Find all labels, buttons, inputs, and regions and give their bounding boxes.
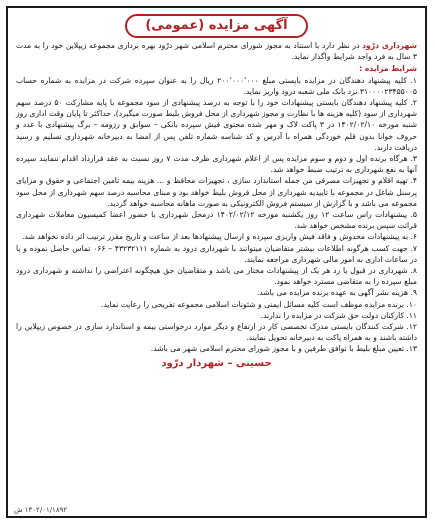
- condition-item: ۴. تهیه اقلام و تجهیزات مصرفی من جمله استاندارد سازی ، تجهیزات محافظ و ... هزینه بیمه تامین اجتماعی و حقوق و مزایای پرسنل شاغل در مجموعه با تاییدیه شهرداری از محل فروش بلیط خواهد بود و مبنای محاسبه درصد سهم شهرداری از محل سود مجموعه می باشد و با گزارش از سیستم فروش الکترونیکی به صورت ماهانه محاسبه خواهد گردید.: [16, 176, 417, 208]
- condition-item: ۶. به پیشنهادات مخدوش و فاقد فیش واریزی سپرده و ارسال پیشنهادها بعد از ساعت و تاریخ مقرر ترتیب اثر داده نخواهد شد.: [22, 232, 417, 242]
- condition-item: ۵. پیشنهادات راس ساعت ۱۲ روز یکشنبه مورخه ۱۴۰۲/۰۲/۱۲ درمحل شهرداری با حضور اعضا کمیسیون معاملات شهرداری قرائت سپس برنده مشخص خواهد شد.: [16, 210, 417, 231]
- condition-item: ۷. جهت کسب هرگونه اطلاعات بیشتر متقاضیان میتوانند با شهرداری درود به شماره ۴۳۲۳۲۱۱۱ – ۰۶۶ تماس حاصل نموده و یا در ساعات اداری به امور مالی شهرداری مراجعه نمایند.: [16, 243, 418, 264]
- condition-item: ۱۲. شرکت کنندگان بایستی مدرک تخصصی کار در ارتفاع و دیگر موارد درخواستی بیمه و استاندارد سازی در خصوص زیپلاین را داشته باشند و به همراه پاکت به دبیرخانه تحویل نمایند.: [16, 322, 417, 343]
- condition-item: ۱۰. برنده مزایده موظف است کلیه مسائل ایمنی و شئونات اسلامی مجموعه تفریحی را رعایت نماید.: [101, 299, 417, 309]
- condition-item: ۹. هزینه نشر آگهی به عهده برنده مزایده می باشد.: [256, 288, 417, 298]
- intro-paragraph: [16, 40, 417, 62]
- condition-item: ۲. کلیه پیشنهاد دهندگان بایستی پیشنهادات خود را با توجه به درصد پیشنهادی از سود مجموعه با پایه مشارکت ۵۰ درصد سهم شهرداری از سود (کلیه هزینه ها با نظارت و مجوز شهرداری از محل فروش بلیط صورت میگیرد)، حداکثر تا پایان وقت اداری روز شنبه مورخه ۱۴۰۲/۰۲/۱۰ در ۳ پاکت لاک و مهر شده محتوی فیش سپرده بانکی – سوابق و رزومه – برگ پیشنهادی با عدد و حروف خوانا بدون قلم خوردگی همراه با آدرس و کد شناسه شماره تلفن پس از امضا به دبیرخانه شهرداری تسلیم و رسید دریافت دارند.: [16, 98, 417, 152]
- auction-notice: [6, 6, 427, 518]
- conditions-heading: شرایط مزایده :: [359, 64, 417, 74]
- intro-text: در نظر دارد با استناد به مجوز شورای محترم اسلامی شهر درّود بهره برداری مجموعه زیپلاین خود را به مدت ۳ سال به فرد واجد شرایط واگذار نماید.: [16, 41, 417, 62]
- condition-item: ۱۳. تعیین مبلغ بلیط با توافق طرفین و با مجوز شورای محترم اسلامی شهر می باشد.: [150, 344, 417, 354]
- title-wrap: [8, 14, 425, 38]
- notice-title: آگهی مزایده (عمومی): [125, 14, 307, 38]
- notice-body: [8, 38, 425, 369]
- condition-item: ۱. کلیه پیشنهاد دهندگان در مزایده بایستی مبلغ ۲۰۰٬۰۰۰٬۰۰۰ ریال را به عنوان سپرده شرکت در مزایده به شماره حساب ۳۱۰۰۰۰۲۳۴۵۵۰۰۵ نزد بانک ملی شعبه درود واریز نماید.: [16, 75, 417, 96]
- condition-item: ۱۱. کارکنان دولت حق شرکت در مزایده را ندارند.: [260, 310, 417, 320]
- condition-item: ۸. شهرداری در قبول یا رد هر یک از پیشنهادات مختار می باشد و متقاضیان حق هیچگونه اعتراضی را نداشته و شهرداری درود مبلغ سپرده را به متقاضی مسترد خواهد نمود.: [16, 266, 417, 287]
- notice-code: ۱۴۰۲/۰۱/۱۸۹۲ ش: [14, 506, 68, 514]
- mayor-signature: حسینی – شهردار درّود: [161, 357, 272, 369]
- intro-lead: شهرداری درّود: [362, 41, 417, 50]
- condition-item: ۳. هرگاه برنده اول و دوم و سوم مزایده پس از اعلام شهرداری ظرف مدت ۷ روز نسبت به عقد قرارداد اقدام ننمایند سپرده آنها به نفع شهرداری به ترتیب ضبط خواهد شد.: [16, 154, 418, 175]
